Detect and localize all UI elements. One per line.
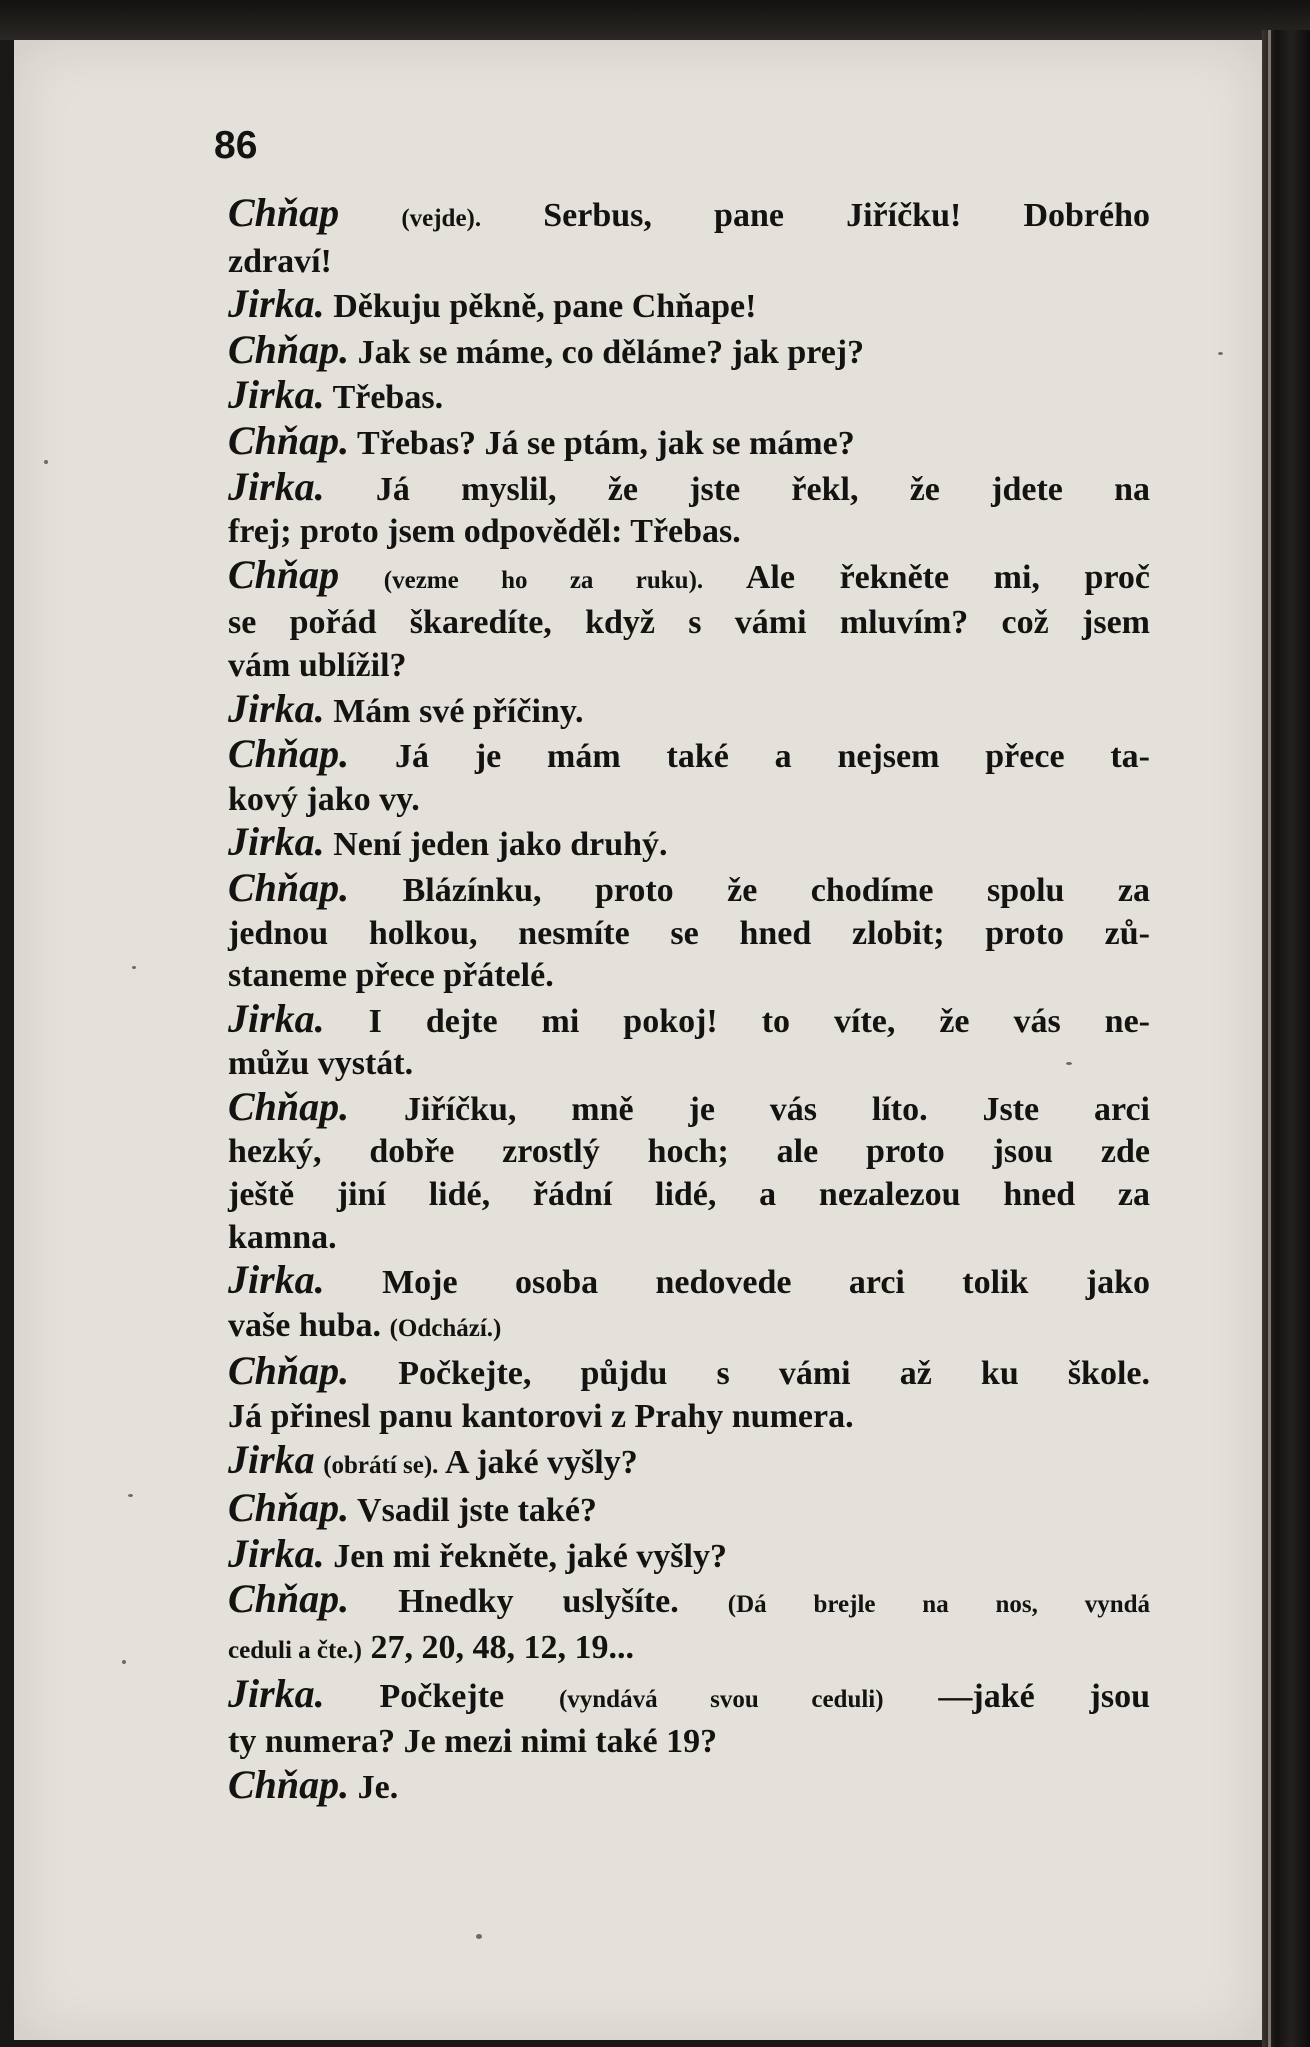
- stage-direction: (Dá brejle na nos, vyndá: [727, 1591, 1150, 1619]
- dialogue-text: Já myslil, že jste řekl, že jdete na: [324, 470, 1150, 508]
- stage-direction: (vyndává svou ceduli): [558, 1685, 884, 1713]
- dialogue-text: [339, 197, 401, 234]
- paper-speck: [476, 1934, 482, 1939]
- stage-direction: (obrátí se).: [323, 1451, 439, 1479]
- speaker-name: Chňap.: [228, 1761, 350, 1807]
- dialogue-text: Počkejte: [324, 1677, 505, 1715]
- dialogue-text: Vsadil jste také?: [349, 1492, 597, 1530]
- dialogue-text: Jak se máme, co děláme? jak prej?: [349, 333, 865, 371]
- dialogue-text: Jiříčku, mně je vás líto. Jste arci: [349, 1090, 1150, 1128]
- text-line: [228, 821, 1150, 867]
- text-line: [228, 1083, 1150, 1132]
- text-line: [228, 1217, 1150, 1260]
- dialogue-text: se pořád škaredíte, když s vámi mluvím? což jsem: [228, 604, 1150, 642]
- text-line: [228, 1350, 1150, 1396]
- dialogue-text: Je.: [349, 1768, 399, 1806]
- dialogue-text: [679, 1583, 728, 1620]
- text-line: [228, 995, 1150, 1044]
- speaker-name: Jirka.: [228, 819, 325, 865]
- dialogue-text: vaše huba.: [228, 1306, 382, 1344]
- paper-speck: [44, 460, 48, 464]
- dialogue-text: Hnedky uslyšíte.: [349, 1583, 679, 1621]
- dialogue-text: kamna.: [228, 1218, 337, 1256]
- text-line: [228, 1131, 1150, 1174]
- book-spine-line: [1268, 30, 1271, 2047]
- speaker-name: Chňap.: [228, 864, 350, 910]
- text-line: [228, 1761, 1150, 1810]
- dialogue-text: zdraví!: [228, 242, 332, 280]
- stage-direction: ceduli a čte.): [228, 1637, 362, 1664]
- text-line: [228, 374, 1150, 420]
- text-line: [228, 602, 1150, 645]
- dialogue-text: I dejte mi pokoj! to víte, že vás ne-: [324, 1002, 1150, 1040]
- dialogue-text: kový jako vy.: [228, 780, 420, 818]
- text-line: [228, 192, 1150, 241]
- speaker-name: Jirka.: [228, 995, 325, 1041]
- speaker-name: Chňap.: [228, 326, 350, 372]
- text-line: [228, 241, 1150, 284]
- stage-direction: (vezme ho za ruku).: [383, 566, 704, 594]
- dialogue-text: 27, 20, 48, 12, 19...: [361, 1629, 634, 1666]
- text-line: [228, 1436, 1150, 1488]
- dialogue-text: —jaké jsou: [883, 1677, 1150, 1715]
- text-line: [228, 685, 1150, 734]
- text-line: [228, 463, 1150, 512]
- speaker-name: Jirka: [228, 1436, 315, 1482]
- text-line: [228, 864, 1150, 913]
- dialogue-text: A jaké vyšly?: [438, 1443, 638, 1481]
- text-line: [228, 913, 1150, 956]
- dialogue-text: Já přinesl panu kantorovi z Prahy numera.: [228, 1398, 854, 1436]
- dialogue-text: Není jeden jako druhý.: [324, 826, 668, 864]
- dialogue-text: Děkuju pěkně, pane Chňape!: [324, 288, 757, 326]
- paper-speck: [132, 966, 136, 969]
- text-line: [228, 1487, 1150, 1533]
- text-line: [228, 1670, 1150, 1722]
- dialogue-text: ještě jiní lidé, řádní lidé, a nezalezou hned za: [228, 1176, 1150, 1214]
- text-line: [228, 955, 1150, 998]
- text-line: [228, 779, 1150, 822]
- dialogue-text: ty numera? Je mezi nimi také 19?: [228, 1723, 718, 1761]
- dialogue-text: [339, 559, 384, 596]
- speaker-name: Jirka.: [228, 1530, 325, 1576]
- speaker-name: Jirka.: [228, 372, 325, 418]
- dialogue-text: hezký, dobře zrostlý hoch; ale proto jsou zde: [228, 1133, 1150, 1171]
- paper-speck: [128, 1494, 133, 1497]
- dialogue-text: Třebas? Já se ptám, jak se máme?: [349, 424, 855, 462]
- dialogue-text: [315, 1444, 324, 1481]
- dialogue-text: [504, 1678, 559, 1715]
- speaker-name: Jirka.: [228, 281, 325, 327]
- text-line: [228, 733, 1150, 779]
- speaker-name: Chňap.: [228, 1083, 350, 1129]
- text-line: [228, 417, 1150, 466]
- speaker-name: Jirka.: [228, 1670, 325, 1716]
- dialogue-text: Ale řekněte mi, proč: [703, 558, 1151, 596]
- dialogue-text: jednou holkou, nesmíte se hned zlobit; proto zů-: [228, 914, 1150, 952]
- text-line: [228, 283, 1150, 329]
- speaker-name: Chňap.: [228, 1576, 350, 1622]
- text-line: [228, 1043, 1150, 1086]
- text-line: [228, 511, 1150, 554]
- text-line: [228, 1259, 1150, 1305]
- dialogue-text: Mám své příčiny.: [324, 692, 584, 730]
- scan-top-border: [0, 0, 1310, 40]
- text-line: [228, 1530, 1150, 1579]
- dialogue-text: frej; proto jsem odpověděl: Třebas.: [228, 513, 741, 551]
- stage-direction: (Odchází.): [389, 1314, 502, 1342]
- speaker-name: Jirka.: [228, 463, 325, 509]
- paper-speck: [1218, 352, 1223, 355]
- text-line: [228, 1627, 1150, 1673]
- dialogue-text: můžu vystát.: [228, 1045, 414, 1083]
- dialogue-text: Počkejte, půjdu s vámi až ku škole.: [349, 1355, 1150, 1393]
- speaker-name: Chňap.: [228, 731, 350, 777]
- dialogue-text: Třebas.: [324, 379, 444, 417]
- play-dialogue-text: [228, 192, 1150, 1809]
- page-number: 86: [214, 124, 258, 167]
- speaker-name: Chňap.: [228, 1485, 350, 1531]
- text-line: [228, 326, 1150, 375]
- speaker-name: Chňap.: [228, 1348, 350, 1394]
- dialogue-text: Moje osoba nedovede arci tolik jako: [324, 1264, 1150, 1302]
- text-line: [228, 1174, 1150, 1217]
- dialogue-text: Já je mám také a nejsem přece ta-: [349, 738, 1150, 776]
- stage-direction: (vejde).: [401, 205, 482, 232]
- text-line: [228, 1305, 1150, 1351]
- dialogue-text: [381, 1307, 390, 1344]
- dialogue-text: Serbus, pane Jiříčku! Dobrého: [481, 197, 1150, 234]
- speaker-name: Chňap: [228, 190, 340, 235]
- speaker-name: Chňap: [228, 551, 340, 597]
- speaker-name: Jirka.: [228, 1257, 325, 1303]
- dialogue-text: Jen mi řekněte, jaké vyšly?: [324, 1537, 727, 1575]
- text-line: [228, 1721, 1150, 1764]
- dialogue-text: vám ublížil?: [228, 646, 407, 684]
- text-line: [228, 551, 1151, 603]
- text-line: [228, 1396, 1150, 1439]
- text-line: [228, 1578, 1150, 1627]
- paper-speck: [122, 1660, 126, 1664]
- dialogue-text: Blázínku, proto že chodíme spolu za: [349, 871, 1150, 909]
- speaker-name: Jirka.: [228, 685, 325, 731]
- text-line: [228, 645, 1150, 688]
- speaker-name: Chňap.: [228, 417, 350, 463]
- dialogue-text: staneme přece přátelé.: [228, 957, 554, 995]
